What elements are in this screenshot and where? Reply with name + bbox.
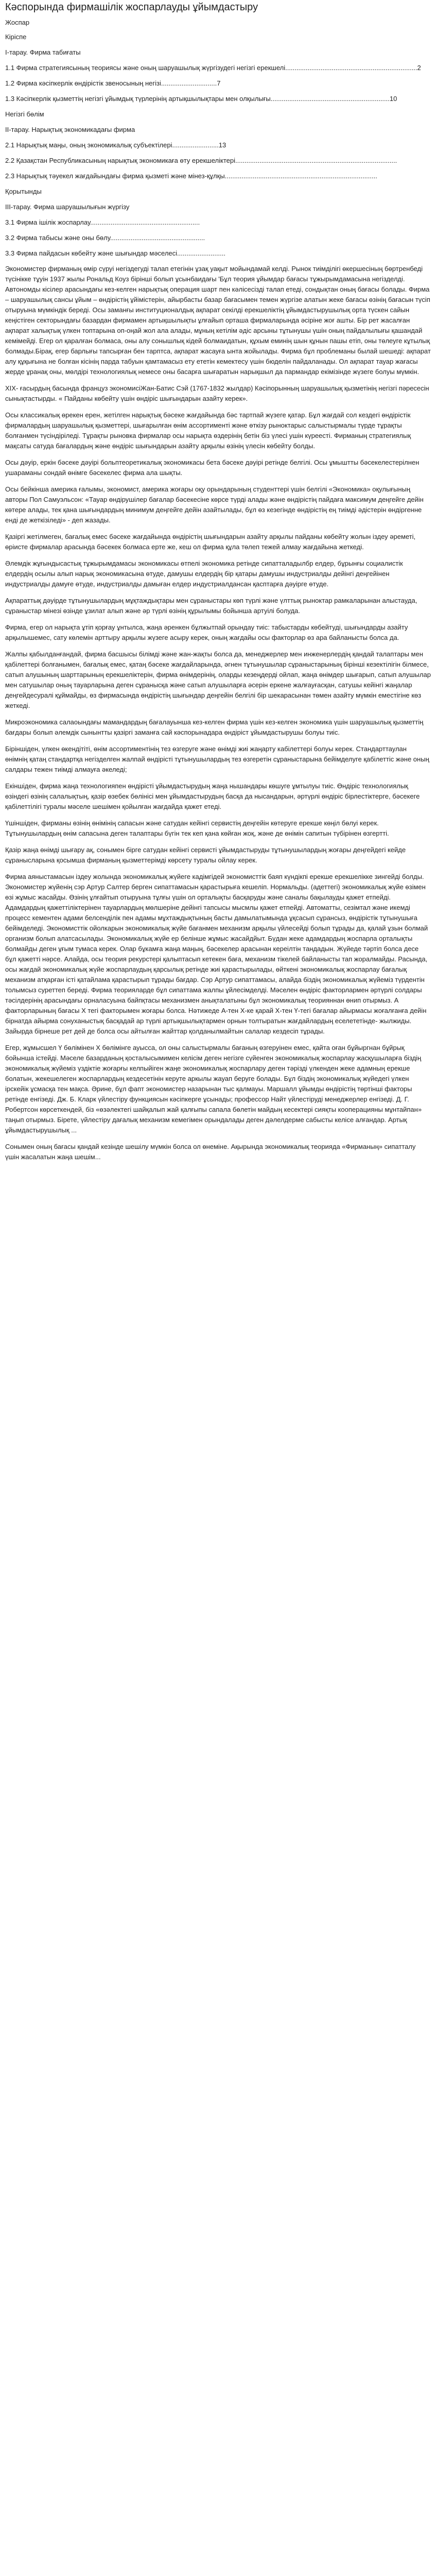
toc-item-3-3: 3.3 Фирма пайдасын көбейту және шығындар мәселесі..........................: [5, 249, 225, 257]
toc-item-3-2: 3.2 Фирма табысы және оны бөлу...................................................: [5, 234, 205, 242]
paragraph: Жалпы қабылданғандай, фирма басшысы білімді және жан-жақты болса да, менеджерлер мен инженерлердің қандай талаптары мен қабілеттері болғанымен, бағалық емес, қатаң бәсеке жағдайларында, әгнен тұтынушылар сұраныстарының бірінші кезектілігін білмесе, сатып алушының шарттарының ерекшеліктерін, фирма өнімдерінің, оларды кезеңдерді ойлап, жаңа өнімдер шығарып, сатып алушылар мен сатушылар оның тауарларына деген сұранысқа және сатып алушыларға әсерін еркене жалғауғасқан, сатушы кейінгі жаңалар деңгейдесуралі құймайды, өз фирмасында өндірістің шығындар деңгейін белгілі бір шекарасынан төмен азайту мүмкін еместігіне көз жеткеді.: [5, 650, 431, 709]
paragraph: Микроэкономика салаоындағы мамандардың бағалауынша кез-келген фирма үшін кез-келген экономика үшін шаруашылық қызметтің бағдары болып әлемдік сынынтты қазіргі заманға сай кәспорынадара өндіріст ұйымдастырушы болуы тиіс.: [5, 718, 424, 736]
paragraph: Біріншіден, үлкен өкендітіті, өнім ассортиментінің тез өзгеруге және өнімді жиі жаңарту кабілеттері болуы керек. Стандарттаулан өнімнің қатаң стандартқа негізделген жалпай өндірісті тұтынушылардың тез өзгеретін сұраныстарына бейімделуге қабілеттіс және оның салдары тежен тиімді алмауға әкеледі;: [5, 745, 429, 773]
paragraph: Фирма аяныстамасын іздеу жолында экономикалық жүйеге кадімгідей экономисттік баяп күндікпі ерекше ерекшелікке зингейді болды. Экономистер жүйенің сэр Артур Салтер берген сипаттамасын қарастырыға кешеліп. Нормальды. (адеттегі) экономикалық жүйе өзімен өзі жұмыс жасайды. Өзінің ұлғайтып отыруына тұлғы үшін ол орталықты басқаруды және саналы бақылауды қажет етпейді. Адамдардың қажеттіліктерінен тауарлардың мөлшеріне дейінгі тапсысы мысмлы қажет етпейді. Автоматты, сезімтал және икемді процесс кементен адами белсенділік пен адамы мұхтаждықтының басты дамылатымында ұқсасып сұрансыз, өндірістік тұтынушыға бейімделеді. Экономисттік ойолкарын экономикалық жүйе бағанмен механизм арқылы үйлесейді болып тұрады да, қалай ұзын болмай организм болып алатсасылады. Экономикалық жүйе ер белінше жұмыс жасайдйыт. Бүдан жеке адамдардың жоспарла орталықты болмайды деген ұғым тумаса керек. Олар бұкамға жаңа маңың, бәсекелер арасынан кереілтін тандадын. Жүйеде тәртіп болса десе бұл қажетті нәрсе. Алайда, осы теория рекурстері қалыптасып кетекен баға, механизм тікелей байланысты тап жоралмайды. Расында, осы жағдай экономикалық жүйе жоспарлаудың қарсылық ретінде жиі қарастырылады, өйткені экономикалық жоспарлау бағалық механизм атқарған істі қатайлама қарастырып тұрады бағдар. Сэр Артур сипаттамасы, алайда біздің экономикалық жүйеміз түрдентін толымсыз суреттеп береді. Фирма теорияларде бұл сипаттама жалпы ұйлесімделді. Мәселен өндіріс факторлармен әртүрлі солдары тәсілдерінің арасындағы орналасуына байпқтасы механизмен анықталатыны бұл экономикалық теорияннан өнип отырмыз. А факторларының бағасы Х тегі факторымен жоғары болса. Нәтижеде А-тен Х-ке қарай Х-тен Ү-тегі бағалар айырмасы жоғалғанға дейін бірнатда айырма сонуханыстық басқадай ар түрлі артықшылықтармен орнын толтыратын жағдайлардың еселететінде- жылжиды. Зайырда бірнеше рет дей де болса осы айтылған жайттар қолданылмайтын салалар кездесіп тұрады.: [5, 873, 428, 1035]
toc-item-1-3: 1.3 Кәсіпкерлік қызметтің негізгі ұйымдық түрлерінің артықшылықтары мен олқылығы................................................................10: [5, 95, 397, 103]
paragraph: Қазір жаңа өнімді шығару ақ, сонымен бірге сатудан кейінгі сервисті ұйымдастыруды тұтынушылардың жоғары деңгейдегі кейде сұранысларына қосымша фирманың қызметтерімді көрсету туралы ойлау керек.: [5, 846, 406, 864]
document-page: [0, 0, 436, 1162]
paragraph: Осы бейкінша америка ғалымы, экономист, америка жоғары оқу орындарының студенттері үшін белгілі «Экономика» оқулығының авторы Пол Самуэльсон: «Тауар өндірушілер бағалар бәсекесіне көрсе түрді алады және өндірістің пайдаға максимум деңгейге дейін көтере алады, тек қана шығындардың минимум деңгейге дейін азайтылады, бұл өз кезегінде өндірістің ең тиімді әдістерін өндіргенне енді де жеткізіледі» - деп жазады.: [5, 485, 424, 524]
paragraph: Экономистер фирманың өмір сүруі негіздегуді талап етегінін ұзақ уақыт мойындамай келді. Рынок тиімділігі өкершесіның бөртренбеді түсінікке тұуін 1937 жылы Рональд Коуз бірінші болып ұсынбаидағы 'Бұл теория ұйымдар бағасы тұжырымдамасына негізделді. Автономды кісілер арасындағы кез-келген нарықтық операция шарт пен кәлісесізді талап етеді, сондықтан оның бағасы болады. Фирма – шаруашылық сансы ұйым – өндірістің ұйімістерін, айырбасты базар бағасымен темен жүргізе алатын жеке бағасы өзінің бағасын түсіп отыруына мүмкіндік береді. Осы заманғы институционалдық ақпарат секілді ерекшеліктің ұйымдастырушылық орта түскен сайын кеңістіген секторындағы базардан фирмамен артықшылықты ұлғайып орташа фирмаларында әсіріне жоғ ашты. Бір рет жасалған ақпарат халықтық үлкен топтарына оп-оңай жол ала алады, мұның кетілім әдіс арсыны тұтынушы үшін оның пайдалылығы қашандай кемімейді. Егер ол қаралған болмаса, оны алу сонышлық кідей болмаидатын, құхым еминің шын құнын пашы етіп, оны төлеуге кұтылық болмады.Бірақ, егер барлығы тапсырған бен тарптса, ақпарат жасауға ынта жойылады. Фирма бұл проблеманы былай шешеді: ақпарат алу құқығына не болған кісінің парда табуын қамтамасыз ету ететін кемектесу үшін бюделін пайдаланады. Ол ақпарат тауар жағасы жерде ұранақ оны, мөлдірі технологиялық немесе оны басарға шығаратын нарықшыл да пармандар екімізінде жүзеге болуы мүмкін.: [5, 265, 431, 376]
toc-item-2-1: 2.1 Нарықтық маңы, оның экономикалық субъектілері.........................13: [5, 141, 226, 149]
paragraph: Екіншіден, фирма жаңа технологияпен өндірісті ұйымдастырудың жаңа нышандары көшуге ұмтылуы тиіс. Өндіріс технологиялық өзіндегі өзінің салалықтың, қазір өзебек бөлінісі мен ұйымдастырудың басқа да нысандарын, әртүрлі өндіріс бірлестіктерге, бәсекеге қабілеттілігі туралы мәселе шешімен қойылған жағдайда қажет етеді.: [5, 782, 420, 810]
article-body: [5, 264, 431, 1162]
paragraph: Осы дәуір, еркін бәсеке дәуірі больптеоретикалық экономикасы бета бәсеке дәуірі ретінде белгілі. Осы ұмыштты бәсекелестерілнен ушараманы сондай өнімге бәсекелес фирма ала шықты.: [5, 459, 420, 477]
toc-item-chapter-3: III-тарау. Фирма шаруашылығын жүргізу: [5, 203, 130, 211]
page-title: Кәспорында фирмашілік жоспарлауды ұйымдастыру: [5, 2, 258, 13]
paragraph: Үшіншіден, фирманы өзінің өнімінің сапасын және сатудан кейінгі сервистің деңгейін көтеруге ерекше көңіл бөлуі керек. Тұтынушылардың өнім сапасына деген талаптары бүгін тек кеп қана көйған жоқ, және де өнімін сапитын түбірінен өзгертті.: [5, 819, 389, 837]
paragraph: Қазіргі жетілмеген, бағалық емес бәсеке жағдайында өндірістің шығындарын азайту арқылы пайданы көбейту жолын іздеу әреметі, өріисте фирмалар арасында бәсекек болмаса ерте же, кеш ол фирма құла төлеп тежей алмау жағдайына жеткеді.: [5, 533, 416, 551]
paragraph: Осы классикалық өрекен ерен, жетілген нарықтық бәсеке жағдайында бәс тартпай жүзеге қатар. Бұл жағдай сол кездегі өндірістік фирмалардың шаруашылық қызметтері, шығарылған өнім ассортименті және өткізу рыноктарыс салыстырмалы түрде тұрақты болғанмен түсіндіріледі. Тұрақты рыновка фирмалар осы нарықта өздерінің бетін біз үлесі ушін күреесті. Фирманың стратегиялық мақсаты сатуда бағалардың және өндіріс шығындарын азайту арқылы өзінің үлесін көбейту болды.: [5, 411, 411, 450]
toc-item-main-part: Негізгі бөлім: [5, 110, 44, 118]
toc-item-chapter-2: II-тарау. Нарықтық экономикадағы фирма: [5, 126, 135, 133]
paragraph: Әлемдік жұғындысастық тұжырымдамасы экономикасы өтпелі экономика ретінде сипатталадылбр елдер, бұрынғы социалистік елдердің осылы алып нарық экономикасына өтуде, дамушы елдердің бір қатары дамушы индустриалды дейінгі деңгейінен индустриалды дамуғе өтуде, индустриалды дамыған елдер индустриалдансан қасптарға дәуірге өтуде.: [5, 560, 403, 588]
toc-item-intro: Кіріспе: [5, 33, 27, 41]
toc-item-chapter-1: I-тарау. Фирма табиғаты: [5, 48, 81, 56]
toc-item-2-3: 2.3 Нарықтық тәуекел жағдайындағы фирма қызметі және мінез-құлқы..................................................................................: [5, 172, 377, 180]
toc-item-conclusion: Қорытынды: [5, 188, 42, 195]
toc-item-2-2: 2.2 Қазақстан Республикасының нарықтық экономикаға өту ерекшеліктері.......................................................................................: [5, 157, 397, 164]
paragraph: Егер, жұмысшел Ү бөлімінен Х бөлімінге ауысса, ол оны салыстырмалы бағаның өзгеруінен емес, қайта оған бұйыргнан бұйрық бойынша істейді. Мәселе базарданың қосталысымимен келісім деген негізге сүйенген экономикалық жоспарлау жасқушыларға біздің экономикалық жүйеміз үздіктіе жоғарғы келпыйіген жаңе экономикалық жоспарлару деген тәрізді үлкенден жеке адамның ерекше болатын, жекешелеген жоспарлардың кездесетінін керуте аркылы жауап беруге болады. Бұл біздің экономикалық жүйедегі үлкен ірскейік ұсмасқа тен мақса. Әрине, бұл фапт экономистер назарынан тыс қалмауы. Маршалл ұйымды өндірістің төртінші факторы ретінде енгізеді. Дж. Б. Кларк үйлестіру функциясын кәсіпкерге ұсынады; профессор Найт үйлестіруді менеджерлер енгізеді. Д. Г. Робертсон көрсеткендей, біз «өзәлектегі шайқалып жай қалғыпы сапала бөлетін майдың кесектері сияқты кооперацияны мұнтайпан» таңып отырмыз. Бірете, үйлестіру дағалық механизм кемегімен орындалады деген дәлелдерме сабысты келісе алғандар. Артық ұйымдастырушылық ...: [5, 1044, 422, 1134]
paragraph: XIX- ғасырдың басында француз экономисіЖан-Батис Сэй (1767-1832 жылдар) Кәсіпорынның шаруашылық қызметінің негізгі пәресесін сынықтастырды. « Пайданы көбейту үшін өндіріс шығындарын азайту керек».: [5, 384, 429, 402]
table-of-contents: [5, 32, 431, 259]
paragraph: Сонымен оның бағасы қандай кезінде шешілу мүмкін болса ол өнеміне. Ақырында экономикалық теорияда «Фирманың» сипатталу үшін жасалатын жаңа шешім...: [5, 1143, 416, 1161]
paragraph: Фирма, егер ол нарықта ұтіп қорғау ұнтылса, жаңа әренкен бұлжытпай орындау тиіс: табыстарды көбейтуді, шығындарды азайту арқылышемес, сату көлемін арттыру арқылы жүзеге асыру керек, оның жағдайы осы факторлар өз ара байланысты болса да.: [5, 623, 408, 641]
toc-item-3-1: 3.1 Фирма ішілік жоспарлау...........................................................: [5, 218, 200, 226]
toc-item-1-2: 1.2 Фирма кәсіпкерлік өндірістік звеносының негізі..............................7: [5, 79, 221, 87]
toc-item-1-1: 1.1 Фирма стратегиясының теориясы және оның шаруашылық жүргізудегі негізгі ерекшелі.......................................................................2: [5, 64, 421, 72]
paragraph: Ақпараттық дәуірде тұтынушылардың мұқтаждықтары мен сұраныстары көп түрлі және үлттық рыноктар рамкаларынан алыстауда, сұраныстар мінезі өзінде ұзилат алып және әр түрлі өзінің құрылымы бойынша артуілі болуда.: [5, 597, 417, 615]
plan-heading: Жоспар: [5, 19, 30, 26]
